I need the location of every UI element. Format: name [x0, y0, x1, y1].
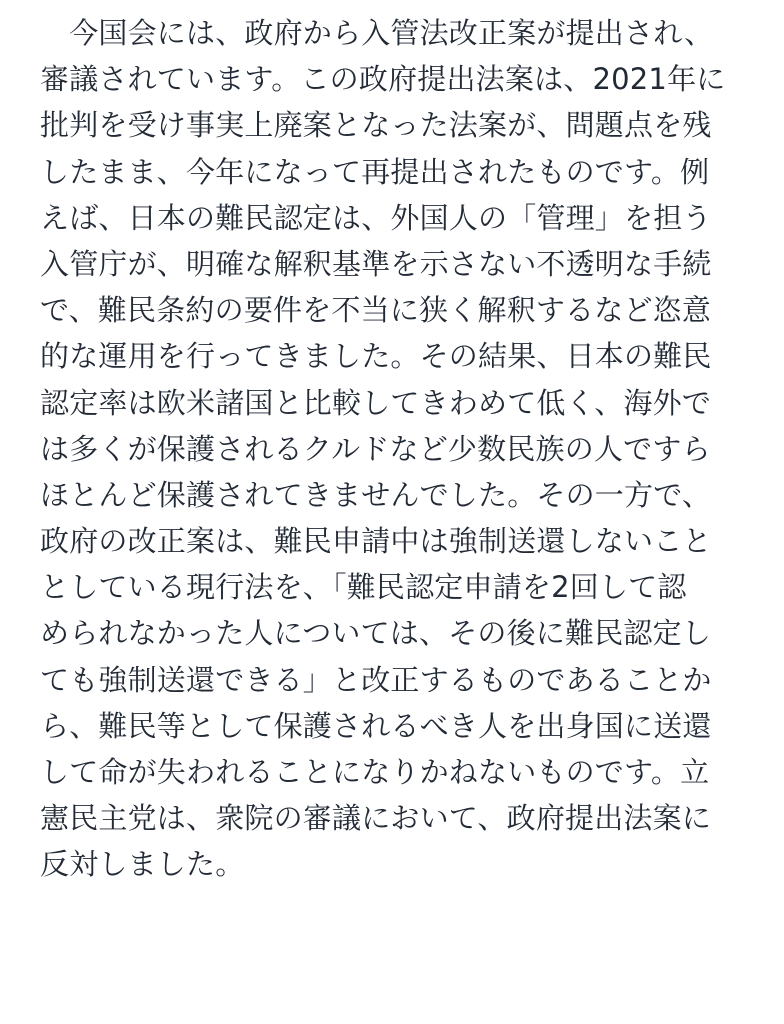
- text-line: したまま、今年になって再提出されたものです。例: [40, 154, 710, 189]
- text-line: ても強制送還できる」と改正するものであることか: [40, 662, 712, 697]
- text-line: は多くが保護されるクルドなど少数民族の人ですら: [40, 431, 711, 466]
- article-paragraph: [40, 10, 760, 888]
- text-line: ほとんど保護されてきませんでした。その一方で、: [40, 477, 712, 512]
- text-line: められなかった人については、その後に難民認定し: [40, 616, 712, 651]
- text-line: 審議されています。この政府提出法案は、2021年に: [40, 62, 726, 97]
- text-line: して命が失われることになりかねないものです。立: [40, 755, 710, 789]
- text-line: 憲民主党は、衆院の審議において、政府提出法案に: [40, 801, 712, 836]
- text-line: 認定率は欧米諸国と比較してきわめて低く、海外で: [40, 385, 712, 420]
- text-line: えば、日本の難民認定は、外国人の「管理」を担う: [40, 200, 712, 235]
- text-line: 反対しました。: [40, 847, 245, 882]
- text-line: で、難民条約の要件を不当に狭く解釈するなど恣意: [40, 293, 712, 328]
- text-line: 入管庁が、明確な解釈基準を示さない不透明な手続: [40, 246, 712, 281]
- text-line: 今国会には、政府から入管法改正案が提出され、: [40, 16, 714, 50]
- text-line: ら、難民等として保護されるべき人を出身国に送還: [40, 708, 712, 743]
- text-line: 批判を受け事実上廃案となった法案が、問題点を残: [40, 108, 712, 143]
- text-line: 政府の改正案は、難民申請中は強制送還しないこと: [40, 524, 712, 559]
- text-line: 的な運用を行ってきました。その結果、日本の難民: [40, 339, 712, 374]
- text-line: としている現行法を、「難民認定申請を2回して認: [40, 570, 687, 605]
